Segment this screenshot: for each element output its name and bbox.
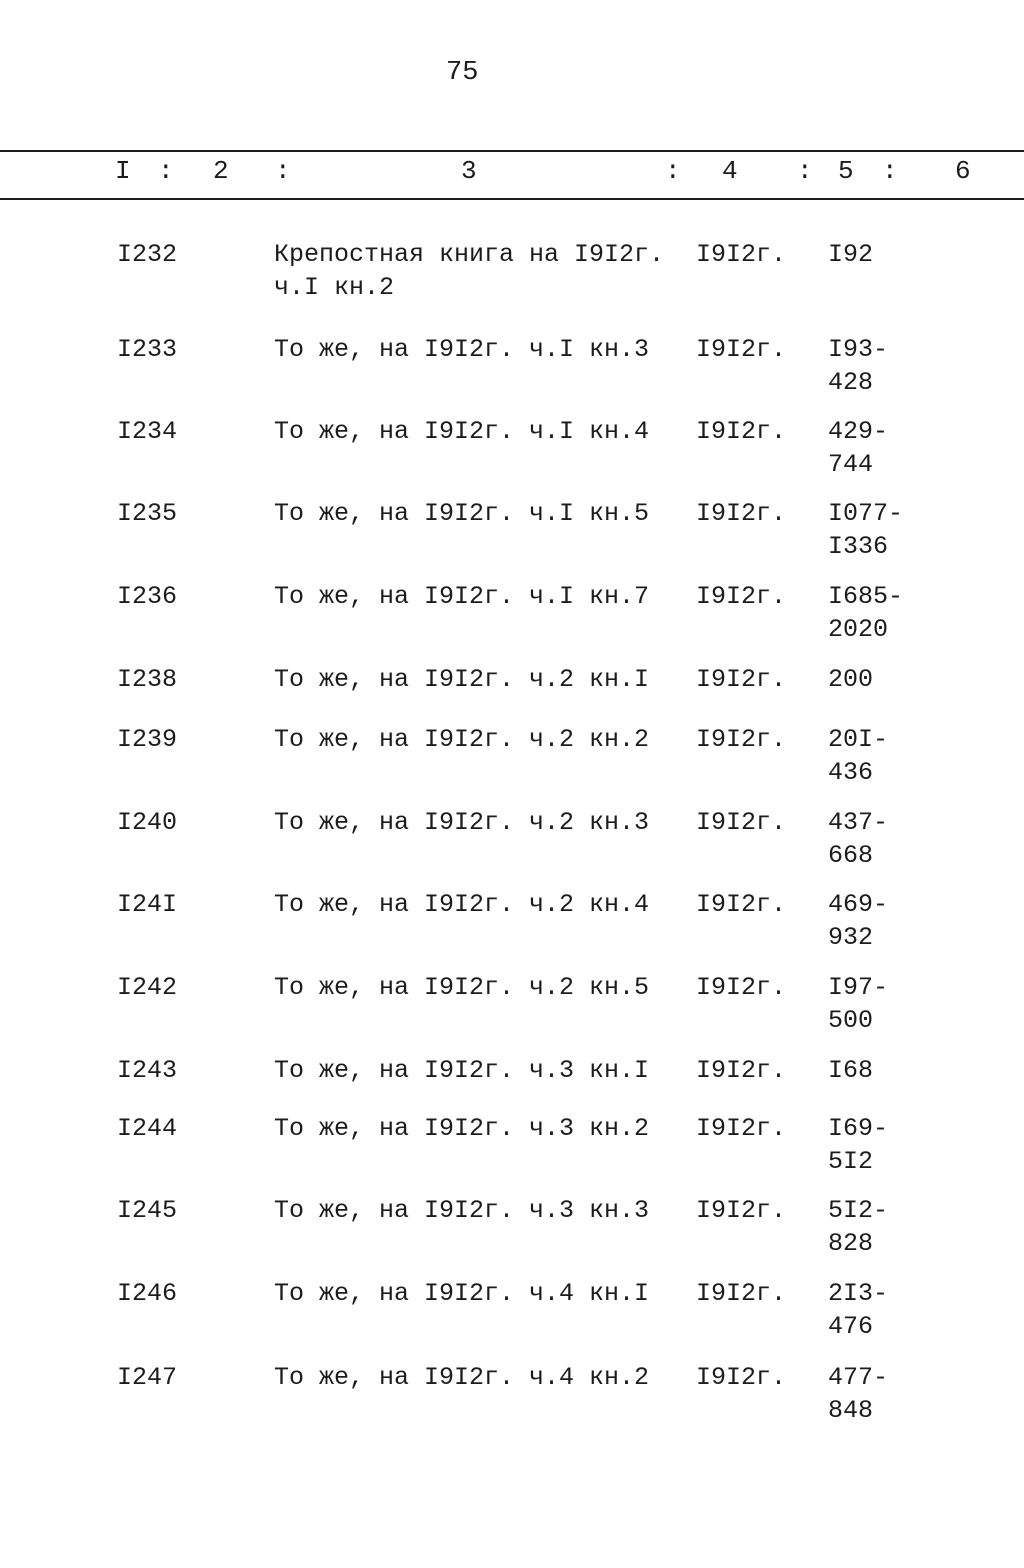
item-number: I235 — [117, 499, 178, 528]
item-pages: 2I3- 476 — [828, 1279, 889, 1341]
item-date: I9I2г. — [696, 725, 787, 754]
item-pages: 5I2- 828 — [828, 1196, 889, 1258]
header-col-3: 3 — [461, 156, 477, 186]
header-separator: : — [882, 156, 898, 186]
item-number: I244 — [117, 1114, 178, 1143]
item-title: То же, на I9I2г. ч.2 кн.5 — [274, 973, 650, 1002]
item-title: То же, на I9I2г. ч.2 кн.2 — [274, 725, 650, 754]
item-date: I9I2г. — [696, 890, 787, 919]
item-number: I243 — [117, 1056, 178, 1085]
header-separator: : — [665, 156, 681, 186]
header-separator: : — [275, 156, 291, 186]
item-title: То же, на I9I2г. ч.2 кн.3 — [274, 808, 650, 837]
page-number: 75 — [446, 58, 479, 88]
header-rule-bottom — [0, 198, 1024, 200]
item-pages: 200 — [828, 665, 874, 694]
header-separator: : — [158, 156, 174, 186]
item-date: I9I2г. — [696, 1279, 787, 1308]
item-number: I247 — [117, 1363, 178, 1392]
item-pages: 429- 744 — [828, 417, 889, 479]
item-date: I9I2г. — [696, 808, 787, 837]
item-pages: I685- 2020 — [828, 582, 904, 644]
item-date: I9I2г. — [696, 665, 787, 694]
header-col-1: I — [115, 156, 131, 186]
item-pages: 20I- 436 — [828, 725, 889, 787]
item-title: То же, на I9I2г. ч.3 кн.I — [274, 1056, 650, 1085]
item-date: I9I2г. — [696, 1363, 787, 1392]
header-separator: : — [797, 156, 813, 186]
item-number: I236 — [117, 582, 178, 611]
header-col-4: 4 — [722, 156, 738, 186]
item-title: То же, на I9I2г. ч.4 кн.2 — [274, 1363, 650, 1392]
item-number: I238 — [117, 665, 178, 694]
item-title: То же, на I9I2г. ч.4 кн.I — [274, 1279, 650, 1308]
item-date: I9I2г. — [696, 1114, 787, 1143]
item-date: I9I2г. — [696, 973, 787, 1002]
item-number: I242 — [117, 973, 178, 1002]
item-number: I24I — [117, 890, 178, 919]
item-title: То же, на I9I2г. ч.3 кн.2 — [274, 1114, 650, 1143]
item-pages: 437- 668 — [828, 808, 889, 870]
item-title: То же, на I9I2г. ч.I кн.7 — [274, 582, 650, 611]
item-date: I9I2г. — [696, 1196, 787, 1225]
item-number: I246 — [117, 1279, 178, 1308]
header-col-5: 5 — [838, 156, 854, 186]
item-title: То же, на I9I2г. ч.I кн.3 — [274, 335, 650, 364]
item-pages: 469- 932 — [828, 890, 889, 952]
item-pages: I97- 500 — [828, 973, 889, 1035]
item-number: I239 — [117, 725, 178, 754]
item-date: I9I2г. — [696, 1056, 787, 1085]
item-title: То же, на I9I2г. ч.2 кн.4 — [274, 890, 650, 919]
item-pages: 477- 848 — [828, 1363, 889, 1425]
item-date: I9I2г. — [696, 240, 787, 269]
item-title: То же, на I9I2г. ч.I кн.4 — [274, 417, 650, 446]
item-pages: I68 — [828, 1056, 874, 1085]
item-date: I9I2г. — [696, 582, 787, 611]
item-title: То же, на I9I2г. ч.2 кн.I — [274, 665, 650, 694]
header-col-2: 2 — [213, 156, 229, 186]
item-number: I240 — [117, 808, 178, 837]
item-date: I9I2г. — [696, 417, 787, 446]
item-date: I9I2г. — [696, 499, 787, 528]
item-title: Крепостная книга на I9I2г. ч.I кн.2 — [274, 240, 665, 302]
item-title: То же, на I9I2г. ч.3 кн.3 — [274, 1196, 650, 1225]
item-pages: I077- I336 — [828, 499, 904, 561]
header-rule-top — [0, 150, 1024, 152]
item-date: I9I2г. — [696, 335, 787, 364]
item-number: I234 — [117, 417, 178, 446]
item-pages: I92 — [828, 240, 874, 269]
item-pages: I69- 5I2 — [828, 1114, 889, 1176]
item-pages: I93- 428 — [828, 335, 889, 397]
header-col-6: 6 — [955, 156, 971, 186]
item-number: I245 — [117, 1196, 178, 1225]
item-number: I232 — [117, 240, 178, 269]
item-title: То же, на I9I2г. ч.I кн.5 — [274, 499, 650, 528]
item-number: I233 — [117, 335, 178, 364]
